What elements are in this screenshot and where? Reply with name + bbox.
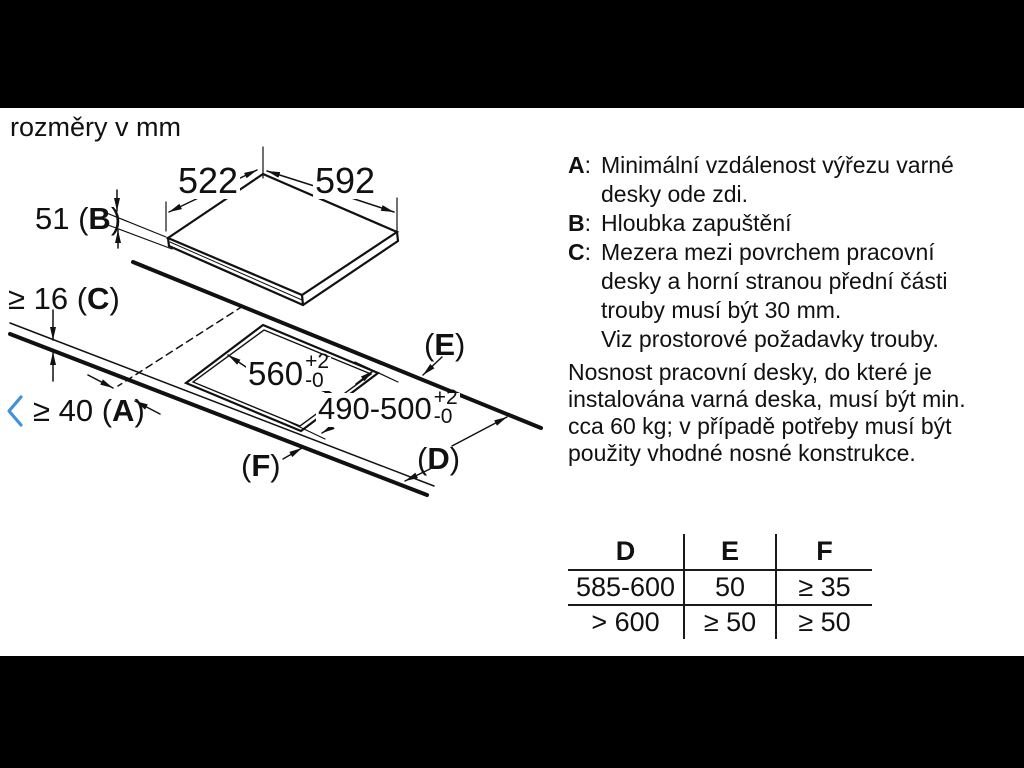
table-cell: ≥ 35 bbox=[776, 570, 872, 605]
dim-522-label: 522 bbox=[178, 160, 239, 201]
table-cell: ≥ 50 bbox=[776, 605, 872, 639]
dimension-legend bbox=[568, 151, 1020, 354]
dim-c-label: ≥ 16 (C) bbox=[8, 281, 120, 316]
dim-d-label: (D) bbox=[417, 441, 461, 476]
dim-a-label: ≥ 40 (A) bbox=[33, 393, 145, 428]
dim-f-label: (F) bbox=[241, 448, 281, 483]
previous-image-button[interactable] bbox=[0, 393, 30, 429]
load-capacity-note bbox=[568, 359, 1024, 467]
paragraph-line: cca 60 kg; v případě potřeby musí být bbox=[568, 413, 952, 439]
manual-page bbox=[0, 108, 1024, 656]
legend-item-B bbox=[568, 209, 1020, 238]
paragraph-line: instalována varná deska, musí být min. bbox=[568, 386, 966, 412]
table-row bbox=[568, 605, 872, 639]
legend-text: Hloubka zapuštění bbox=[601, 210, 792, 236]
legend-text: Mezera mezi povrchem pracovní desky a horní stranou přední části trouby musí být 30 mm. Viz prostorové požadavky trouby. bbox=[601, 239, 948, 352]
legend-text: Minimální vzdálenost výřezu varné desky ode zdi. bbox=[601, 152, 954, 207]
table-cell: 50 bbox=[684, 570, 776, 605]
chevron-left-icon bbox=[0, 417, 30, 432]
letterbox-top bbox=[0, 0, 1024, 108]
table-cell: > 600 bbox=[591, 607, 660, 637]
legend-item-A bbox=[568, 151, 1020, 209]
units-note: rozměry v mm bbox=[10, 112, 181, 142]
legend-letter: C: bbox=[568, 239, 592, 265]
dim-560-label: 560 +2 -0 bbox=[248, 350, 330, 392]
clearance-table bbox=[568, 534, 872, 639]
table-cell: ≥ 50 bbox=[684, 605, 776, 639]
table-cell: 585-600 bbox=[568, 570, 684, 605]
table-header-F: F bbox=[776, 534, 872, 570]
table-header-E: E bbox=[684, 534, 776, 570]
dim-e-label: (E) bbox=[424, 327, 466, 362]
dim-592-label: 592 bbox=[315, 160, 376, 201]
legend-item-C bbox=[568, 238, 1020, 354]
paragraph-line: Nosnost pracovní desky, do které je bbox=[568, 359, 932, 385]
paragraph-line: použity vhodné nosné konstrukce. bbox=[568, 440, 916, 466]
legend-letter: B: bbox=[568, 210, 592, 236]
table-header-D: D bbox=[568, 534, 684, 570]
dim-b-label: 51 (B) bbox=[35, 201, 122, 236]
table-row bbox=[568, 570, 872, 605]
letterbox-bottom bbox=[0, 656, 1024, 768]
dim-490-500-label: 490-500 +2 -0 bbox=[318, 386, 458, 428]
legend-letter: A: bbox=[568, 152, 592, 178]
